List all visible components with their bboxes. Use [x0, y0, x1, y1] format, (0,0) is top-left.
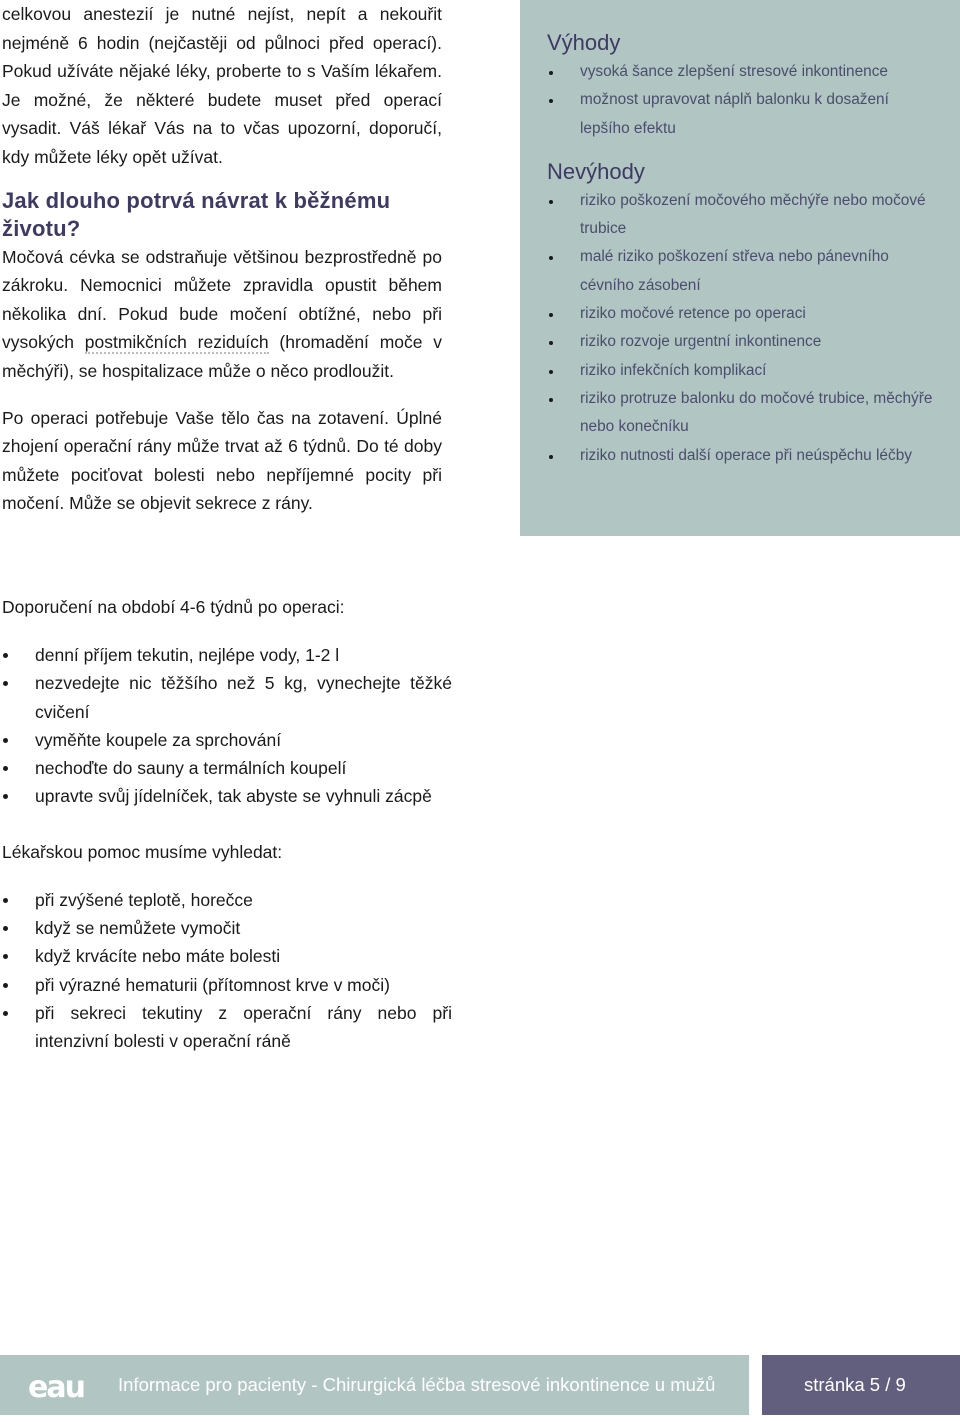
list-item: když se nemůžete vymočit — [2, 914, 452, 942]
list-item: vysoká šance zlepšení stresové inkontinence — [547, 58, 942, 86]
seek-help-title: Lékařskou pomoc musíme vyhledat: — [2, 841, 283, 862]
main-text-column — [2, 0, 442, 518]
list-item: riziko rozvoje urgentní inkontinence — [547, 328, 942, 356]
list-item: riziko močové retence po operaci — [547, 300, 942, 328]
advantages-list — [547, 58, 942, 143]
recommendations-title: Doporučení na období 4-6 týdnů po operaci: — [2, 597, 345, 617]
list-item: nezvedejte nic těžšího než 5 kg, vynechejte těžké cvičení — [2, 669, 452, 726]
footer-bar — [0, 1355, 749, 1415]
disadvantages-heading: Nevýhody — [547, 158, 645, 184]
list-item: upravte svůj jídelníček, tak abyste se vyhnuli zácpě — [2, 782, 452, 810]
recommendations-list — [2, 641, 452, 811]
list-item: možnost upravovat náplň balonku k dosažení lepšího efektu — [547, 86, 942, 143]
list-item: malé riziko poškození střeva nebo pánevního cévního zásobení — [547, 243, 942, 300]
healing-paragraph: Po operaci potřebuje Vaše tělo čas na zotavení. Úplné zhojení operační rány může trvat až 6 týdnů. Do té doby můžete pociťovat bolesti nebo nepříjemné pocity při močení. Může se objevit sekrece z rány. — [2, 407, 442, 514]
eau-logo — [26, 1369, 86, 1405]
recovery-heading: Jak dlouho potrvá návrat k běžnému životu? — [2, 187, 391, 241]
pros-cons-box — [520, 0, 960, 536]
list-item: denní příjem tekutin, nejlépe vody, 1-2 l — [2, 641, 452, 669]
list-item: riziko infekčních komplikací — [547, 357, 942, 385]
svg-text:eau: eau — [28, 1370, 84, 1405]
intro-paragraph: celkovou anestezií je nutné nejíst, nepít a nekouřit nejméně 6 hodin (nejčastěji od půlnoci před operací). Pokud užíváte nějaké léky, proberte to s Vaším lékařem. Je možné, že některé budete muset před operací vysadit. Váš lékař Vás na to včas upozorní, doporučí, kdy můžete léky opět užívat. — [2, 4, 442, 167]
list-item: riziko nutnosti další operace při neúspěchu léčby — [547, 442, 942, 470]
recovery-paragraph — [2, 243, 442, 386]
list-item: nechoďte do sauny a termálních koupelí — [2, 754, 452, 782]
after-care-section — [2, 593, 952, 1056]
glossary-term-link[interactable]: postmikčních reziduích — [84, 332, 269, 353]
list-item: když krvácíte nebo máte bolesti — [2, 942, 452, 970]
page-number: stránka 5 / 9 — [804, 1374, 906, 1395]
list-item: riziko protruze balonku do močové trubice, měchýře nebo konečníku — [547, 385, 942, 442]
recovery-text-start: Močová cévka se odstraňuje většinou bezprostředně po zákroku. Nemocnici můžete zpravidla opustit během několika dní. Pokud bude močení obtížné, nebo při vysokých — [2, 246, 442, 353]
recovery-text-end: (hromadění moče v měchýři), se hospitalizace může o něco prodloužit. — [2, 332, 443, 381]
list-item: vyměňte koupele za sprchování — [2, 726, 452, 754]
list-item: riziko poškození močového měchýře nebo močové trubice — [547, 187, 942, 244]
list-item: při výrazné hematurii (přítomnost krve v moči) — [2, 971, 452, 999]
page-indicator — [762, 1355, 960, 1415]
list-item: při zvýšené teplotě, horečce — [2, 886, 452, 914]
seek-help-list — [2, 886, 452, 1056]
disadvantages-list — [547, 187, 942, 470]
footer-title: Informace pro pacienty - Chirurgická léčba stresové inkontinence u mužů — [118, 1374, 716, 1395]
list-item: při sekreci tekutiny z operační rány nebo při intenzivní bolesti v operační ráně — [2, 999, 452, 1056]
advantages-heading: Výhody — [547, 30, 621, 55]
